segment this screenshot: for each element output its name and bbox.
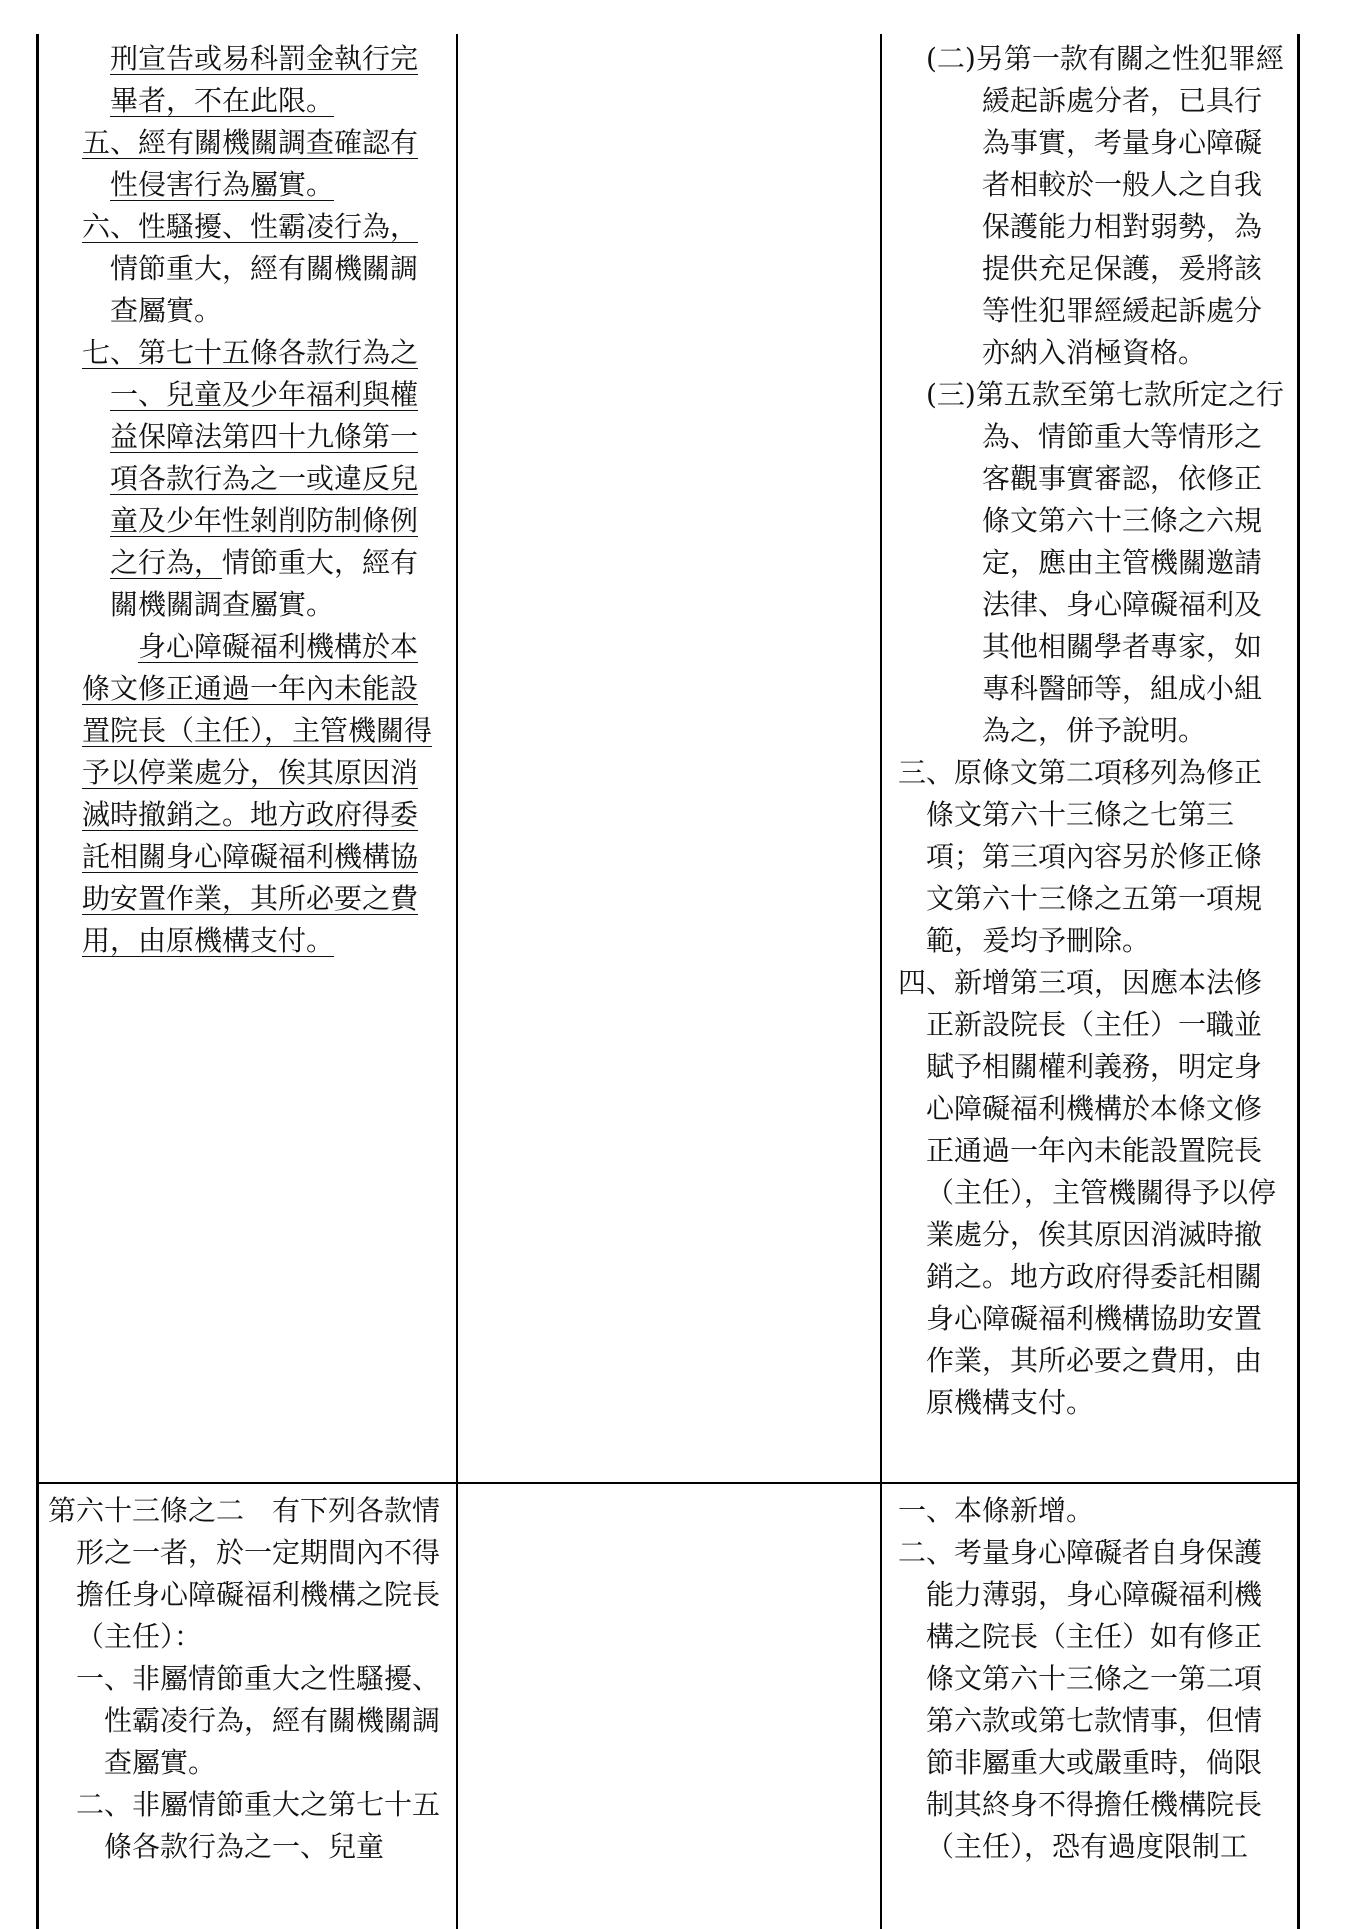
row2-col3-para2: 二、考量身心障礙者自身保護能力薄弱，身心障礙福利機構之院長（主任）如有修正條文第六十三條之一第二項第六款或第七款情事，但情節非屬重大或嚴重時，倘限制其終身不得擔任機構院長（主任），恐有過度限制工 bbox=[898, 1536, 1263, 1863]
row2-explanation bbox=[898, 1490, 1288, 1868]
row1-col3-para2: (三)第五款至第七款所定之行為、情節重大等情形之客觀事實審認，依修正條文第六十三條之六規定，應由主管機關邀請法律、身心障礙福利及其他相關學者專家，如專科醫師等，組成小組為之，併予說明。 bbox=[926, 378, 1284, 747]
row1-col1-para5: 身心障礙福利機構於本條文修正通過一年內未能設置院長（主任），主管機關得予以停業處分，俟其原因消滅時撤銷之。地方政府得委託相關身心障礙福利機構協助安置作業，其所必要之費用，由原機構支付。 bbox=[82, 630, 433, 957]
table-border-left bbox=[36, 34, 39, 1929]
row2-col1-para2: 一、非屬情節重大之性騷擾、性霸凌行為，經有關機關調查屬實。 bbox=[76, 1662, 441, 1779]
row1-col1-para2: 五、經有關機關調查確認有性侵害行為屬實。 bbox=[82, 126, 419, 201]
row2-amended-text bbox=[48, 1490, 444, 1868]
row1-explanation bbox=[898, 38, 1288, 1424]
row1-col1-para4-plain: 情節重大，經有關機關調查屬實。 bbox=[110, 546, 419, 621]
row1-col3-para4: 四、新增第三項，因應本法修正新設院長（主任）一職並賦予相關權利義務，明定身心障礙福利機構於本條文修正通過一年內未能設置院長（主任），主管機關得予以停業處分，俟其原因消滅時撤銷之。地方政府得委託相關身心障礙福利機構協助安置作業，其所必要之費用，由原機構支付。 bbox=[898, 966, 1277, 1419]
comparison-table bbox=[36, 34, 1300, 1929]
row1-col3-para3: 三、原條文第二項移列為修正條文第六十三條之七第三項；第三項內容另於修正條文第六十三條之五第一項規範，爰均予刪除。 bbox=[898, 756, 1263, 957]
column-divider-1 bbox=[456, 34, 458, 1929]
column-divider-2 bbox=[880, 34, 882, 1929]
table-border-right bbox=[1297, 34, 1300, 1929]
row1-col1-para1: 刑宣告或易科罰金執行完畢者，不在此限。 bbox=[110, 42, 419, 117]
row-divider bbox=[36, 1482, 1300, 1484]
row1-col3-para1: (二)另第一款有關之性犯罪經緩起訴處分者，已具行為事實，考量身心障礙者相較於一般人之自我保護能力相對弱勢，為提供充足保護，爰將該等性犯罪經緩起訴處分亦納入消極資格。 bbox=[926, 42, 1284, 369]
row1-amended-text bbox=[82, 38, 442, 962]
row2-col1-para1: 第六十三條之二 有下列各款情形之一者，於一定期間內不得擔任身心障礙福利機構之院長（主任）： bbox=[48, 1494, 441, 1653]
row1-col1-para4-underlined: 七、第七十五條各款行為之一、兒童及少年福利與權益保障法第四十九條第一項各款行為之一或違反兒童及少年性剝削防制條例之行為， bbox=[82, 336, 419, 579]
row1-col1-para4 bbox=[82, 332, 442, 626]
row2-col3-para1: 一、本條新增。 bbox=[898, 1494, 1095, 1527]
row1-col1-para3 bbox=[82, 206, 442, 332]
row1-col1-para3-plain: 情節重大，經有關機關調查屬實。 bbox=[110, 252, 419, 327]
row2-col1-para3: 二、非屬情節重大之第七十五條各款行為之一、兒童 bbox=[76, 1788, 441, 1863]
row1-col1-para3-underlined: 六、性騷擾、性霸凌行為， bbox=[82, 210, 419, 243]
